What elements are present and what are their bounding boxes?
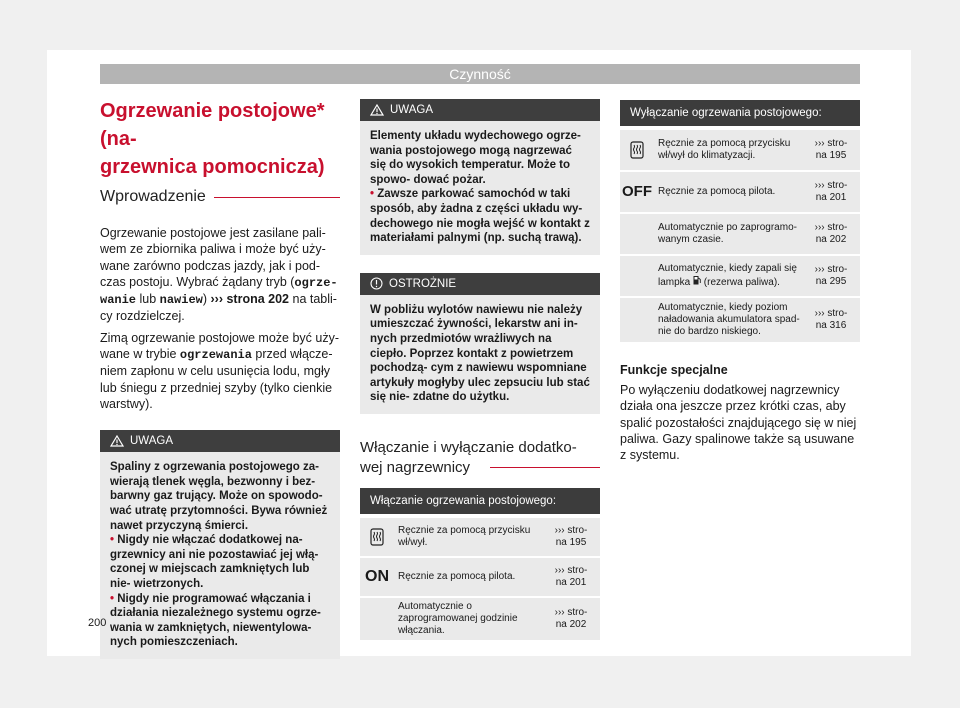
bullet-icon: • [370, 188, 375, 201]
warning-box [360, 99, 600, 255]
bullet-icon: • [110, 592, 115, 605]
chapter-header: Czynność [100, 64, 860, 84]
middle-column [360, 99, 600, 642]
table-row [620, 130, 860, 172]
warning-bullet: Zawsze parkować samochód w taki sposób, aby żadna z części układu wy- dechowego nie mogła wejść w kontakt z materiałami palnymi (np. suchą trawą). [370, 188, 590, 245]
row-description: Automatycznie po zaprogramo- wanym czasie. [658, 222, 797, 245]
page-ref-link[interactable]: ››› stro- na 316 [814, 308, 848, 331]
page-ref-link[interactable]: ››› stro- na 202 [814, 222, 848, 245]
warning-triangle-icon [370, 104, 384, 116]
warning-text: Elementy układu wydechowego ogrze- wania postojowego mogą nagrzewać się do wysokich temperatur. Może to spowo- dować pożar. [370, 130, 581, 186]
page-ref-link[interactable]: ››› stro- na 195 [554, 524, 588, 548]
row-description: Ręcznie za pomocą pilota. [658, 186, 776, 197]
row-description: Automatycznie, kiedy poziom naładowania akumulatora spad- nie do bardzo niskiego. [658, 302, 800, 337]
page-ref-link[interactable]: ››› stro- na 201 [814, 180, 848, 203]
fuel-pump-icon [693, 275, 701, 285]
page-ref-link[interactable]: ››› stro- na 295 [814, 264, 848, 287]
caution-title: OSTROŻNIE [389, 277, 457, 290]
warning-bullet: Nigdy nie programować włączania i działania niezależnego systemu ogrze- wania w zamkniętych, niewentylowa- nych pomieszczeniach. [110, 592, 321, 649]
page-ref-link[interactable]: ››› stro- na 195 [814, 138, 848, 161]
off-icon: OFF [622, 183, 652, 200]
special-title: Funkcje specjalne [620, 363, 728, 377]
table-row [620, 214, 860, 256]
warning-box [100, 430, 340, 659]
row-description: Automatycznie, kiedy zapali się lampka (rezerwa paliwa). [658, 263, 797, 288]
bullet-icon: • [110, 534, 115, 547]
page-ref-link[interactable]: ››› stro- na 202 [554, 606, 588, 630]
row-description: Ręcznie za pomocą pilota. [398, 570, 516, 582]
switch-on-table [360, 488, 600, 642]
winter-paragraph: Zimą ogrzewanie postojowe może być uży- wane w trybie ogrzewania przed włącze- niem zapłonu w celu usunięcia lodu, mgły lub śniegu z przedniej szyby (tylko cienkie warstwy). [100, 330, 339, 411]
switch-off-table [620, 100, 860, 344]
warning-triangle-icon [110, 435, 124, 447]
table-row [620, 172, 860, 214]
subsection-title: Wprowadzenie [100, 188, 206, 205]
row-description: Ręcznie za pomocą przycisku wł/wył. [398, 524, 531, 548]
row-description: Ręcznie za pomocą przycisku wł/wył do klimatyzacji. [658, 138, 791, 161]
on-icon: ON [365, 567, 389, 585]
caution-circle-icon [370, 277, 383, 290]
caution-box [360, 273, 600, 414]
heater-icon [370, 528, 384, 546]
table-header: Wyłączanie ogrzewania postojowego: [620, 100, 860, 126]
title-rule [214, 197, 340, 198]
page-number: 200 [88, 617, 107, 629]
title-rule [490, 467, 600, 468]
table-row [620, 298, 860, 344]
special-text: Po wyłączeniu dodatkowej nagrzewnicy działa ona jeszcze przez krótki czas, aby spalić pozostałości znajdującego się w niej paliwa. Gazy spalinowe także są usuwane z systemu. [620, 383, 857, 463]
right-column [620, 100, 860, 463]
section-title: Ogrzewanie postojowe* (na- grzewnica pomocnicza) [100, 100, 325, 178]
table-header: Włączanie ogrzewania postojowego: [360, 488, 600, 514]
warning-title: UWAGA [130, 435, 174, 448]
table-row [620, 256, 860, 298]
heater-icon [630, 141, 644, 159]
page-ref-link[interactable]: ››› strona 202 [210, 292, 290, 307]
left-column [100, 97, 340, 659]
table-row [360, 598, 600, 642]
intro-paragraph: Ogrzewanie postojowe jest zasilane pali- wem ze zbiornika paliwa i może być uży- wane zarówno podczas jazdy, jak i pod- czas postoju. Wybrać żądany tryb (ogrze- wanie lub nawiew) ››› strona 202 na tabli- cy rozdzielczej. [100, 226, 338, 324]
subsection-title: Włączanie i wyłączanie dodatko- wej nagrzewnicy [360, 438, 577, 476]
table-row [360, 558, 600, 598]
warning-bullet: Nigdy nie włączać dodatkowej na- grzewnicy ani nie pozostawiać jej włą- czonej w miejscach zamkniętych lub nie- wietrzonych. [110, 534, 319, 591]
page-ref-link[interactable]: ››› stro- na 201 [554, 564, 588, 588]
warning-title: UWAGA [390, 104, 434, 116]
row-description: Automatycznie o zaprogramowanej godzinie włączania. [398, 600, 518, 636]
table-row [360, 518, 600, 558]
caution-text: W pobliżu wylotów nawiewu nie należy umieszczać żywności, lekarstw ani in- nych przedmiotów wrażliwych na ciepło. Poprzez kontakt z powietrzem pochodzą- cym z nawiewu wspomniane artykuły mogłyby ulec zepsuciu lub stać się nie- zdatne do użytku. [370, 303, 590, 404]
warning-text: Spaliny z ogrzewania postojowego za- wierają tlenek węgla, bezwonny i bez- barwny gaz trujący. Może on spowodo- wać utratę przytomności. Bywa również nawet przyczyną śmierci. [110, 461, 328, 532]
special-functions [620, 362, 860, 463]
